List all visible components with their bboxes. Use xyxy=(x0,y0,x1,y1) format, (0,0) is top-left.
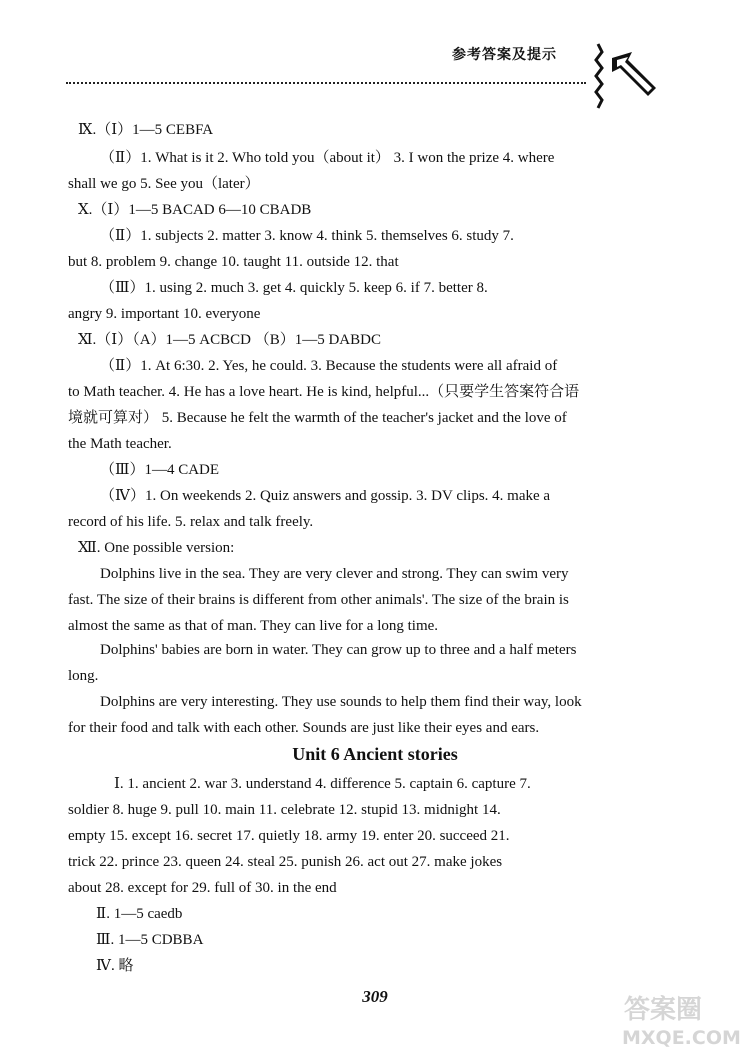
answer-line: Ⅰ. 1. ancient 2. war 3. understand 4. difference 5. captain 6. capture 7. xyxy=(114,776,531,792)
answer-line: the Math teacher. xyxy=(68,436,172,452)
answer-line: Ⅸ.（Ⅰ）1—5 CEBFA xyxy=(78,122,214,138)
watermark-top-text: 答案圈 xyxy=(624,995,703,1025)
answer-line: but 8. problem 9. change 10. taught 11. outside 12. that xyxy=(68,254,399,270)
answer-line: 境就可算对） 5. Because he felt the warmth of the teacher's jacket and the love of xyxy=(68,410,567,426)
watermark-bottom-text: MXQE.COM xyxy=(622,1027,741,1048)
answer-line: trick 22. prince 23. queen 24. steal 25. punish 26. act out 27. make jokes xyxy=(68,854,503,870)
unit-title: Unit 6 Ancient stories xyxy=(292,744,458,764)
essay-line: for their food and talk with each other. Sounds are just like their eyes and ears. xyxy=(68,720,540,736)
essay-line: Dolphins' babies are born in water. They can grow up to three and a half meters xyxy=(100,642,577,658)
essay-line: long. xyxy=(68,668,99,684)
essay-line: fast. The size of their brains is different from other animals'. The size of the brain is xyxy=(68,592,569,608)
answer-line: Ⅹ.（Ⅰ）1—5 BACAD 6—10 CBADB xyxy=(78,202,312,218)
answer-line: （Ⅱ）1. subjects 2. matter 3. know 4. think 5. themselves 6. study 7. xyxy=(100,228,514,244)
answer-line: Ⅺ.（Ⅰ）（A）1—5 ACBCD （B）1—5 DABDC xyxy=(78,332,381,348)
answer-line: （Ⅱ）1. At 6:30. 2. Yes, he could. 3. Because the students were all afraid of xyxy=(100,358,558,374)
answer-line: Ⅲ. 1—5 CDBBA xyxy=(96,932,204,948)
answer-line: about 28. except for 29. full of 30. in the end xyxy=(68,880,337,896)
answer-line: （Ⅱ）1. What is it 2. Who told you（about it） 3. I won the prize 4. where xyxy=(100,150,555,166)
answer-line: Ⅻ. One possible version: xyxy=(78,540,235,556)
essay-line: Dolphins live in the sea. They are very clever and strong. They can swim very xyxy=(100,566,569,582)
answer-line: （Ⅲ）1—4 CADE xyxy=(100,462,220,478)
answer-line: record of his life. 5. relax and talk freely. xyxy=(68,514,314,530)
essay-line: almost the same as that of man. They can live for a long time. xyxy=(68,618,439,634)
header-dotted-rule xyxy=(66,82,586,84)
answer-line: angry 9. important 10. everyone xyxy=(68,306,261,322)
essay-line: Dolphins are very interesting. They use sounds to help them find their way, look xyxy=(100,694,582,710)
answer-line: Ⅱ. 1—5 caedb xyxy=(96,906,183,922)
answer-line: （Ⅳ）1. On weekends 2. Quiz answers and gossip. 3. DV clips. 4. make a xyxy=(100,488,551,504)
answer-line: Ⅳ. 略 xyxy=(96,958,134,974)
arrow-icon xyxy=(590,38,670,118)
answer-line: to Math teacher. 4. He has a love heart. He is kind, helpful...（只要学生答案符合语 xyxy=(68,384,580,400)
answer-line: shall we go 5. See you（later） xyxy=(68,176,260,192)
answer-line: empty 15. except 16. secret 17. quietly 18. army 19. enter 20. succeed 21. xyxy=(68,828,510,844)
page-number: 309 xyxy=(362,987,388,1006)
answer-line: soldier 8. huge 9. pull 10. main 11. celebrate 12. stupid 13. midnight 14. xyxy=(68,802,501,818)
header-title: 参考答案及提示 xyxy=(452,47,557,63)
watermark-logo xyxy=(618,990,744,1048)
answer-line: （Ⅲ）1. using 2. much 3. get 4. quickly 5. keep 6. if 7. better 8. xyxy=(100,280,488,296)
